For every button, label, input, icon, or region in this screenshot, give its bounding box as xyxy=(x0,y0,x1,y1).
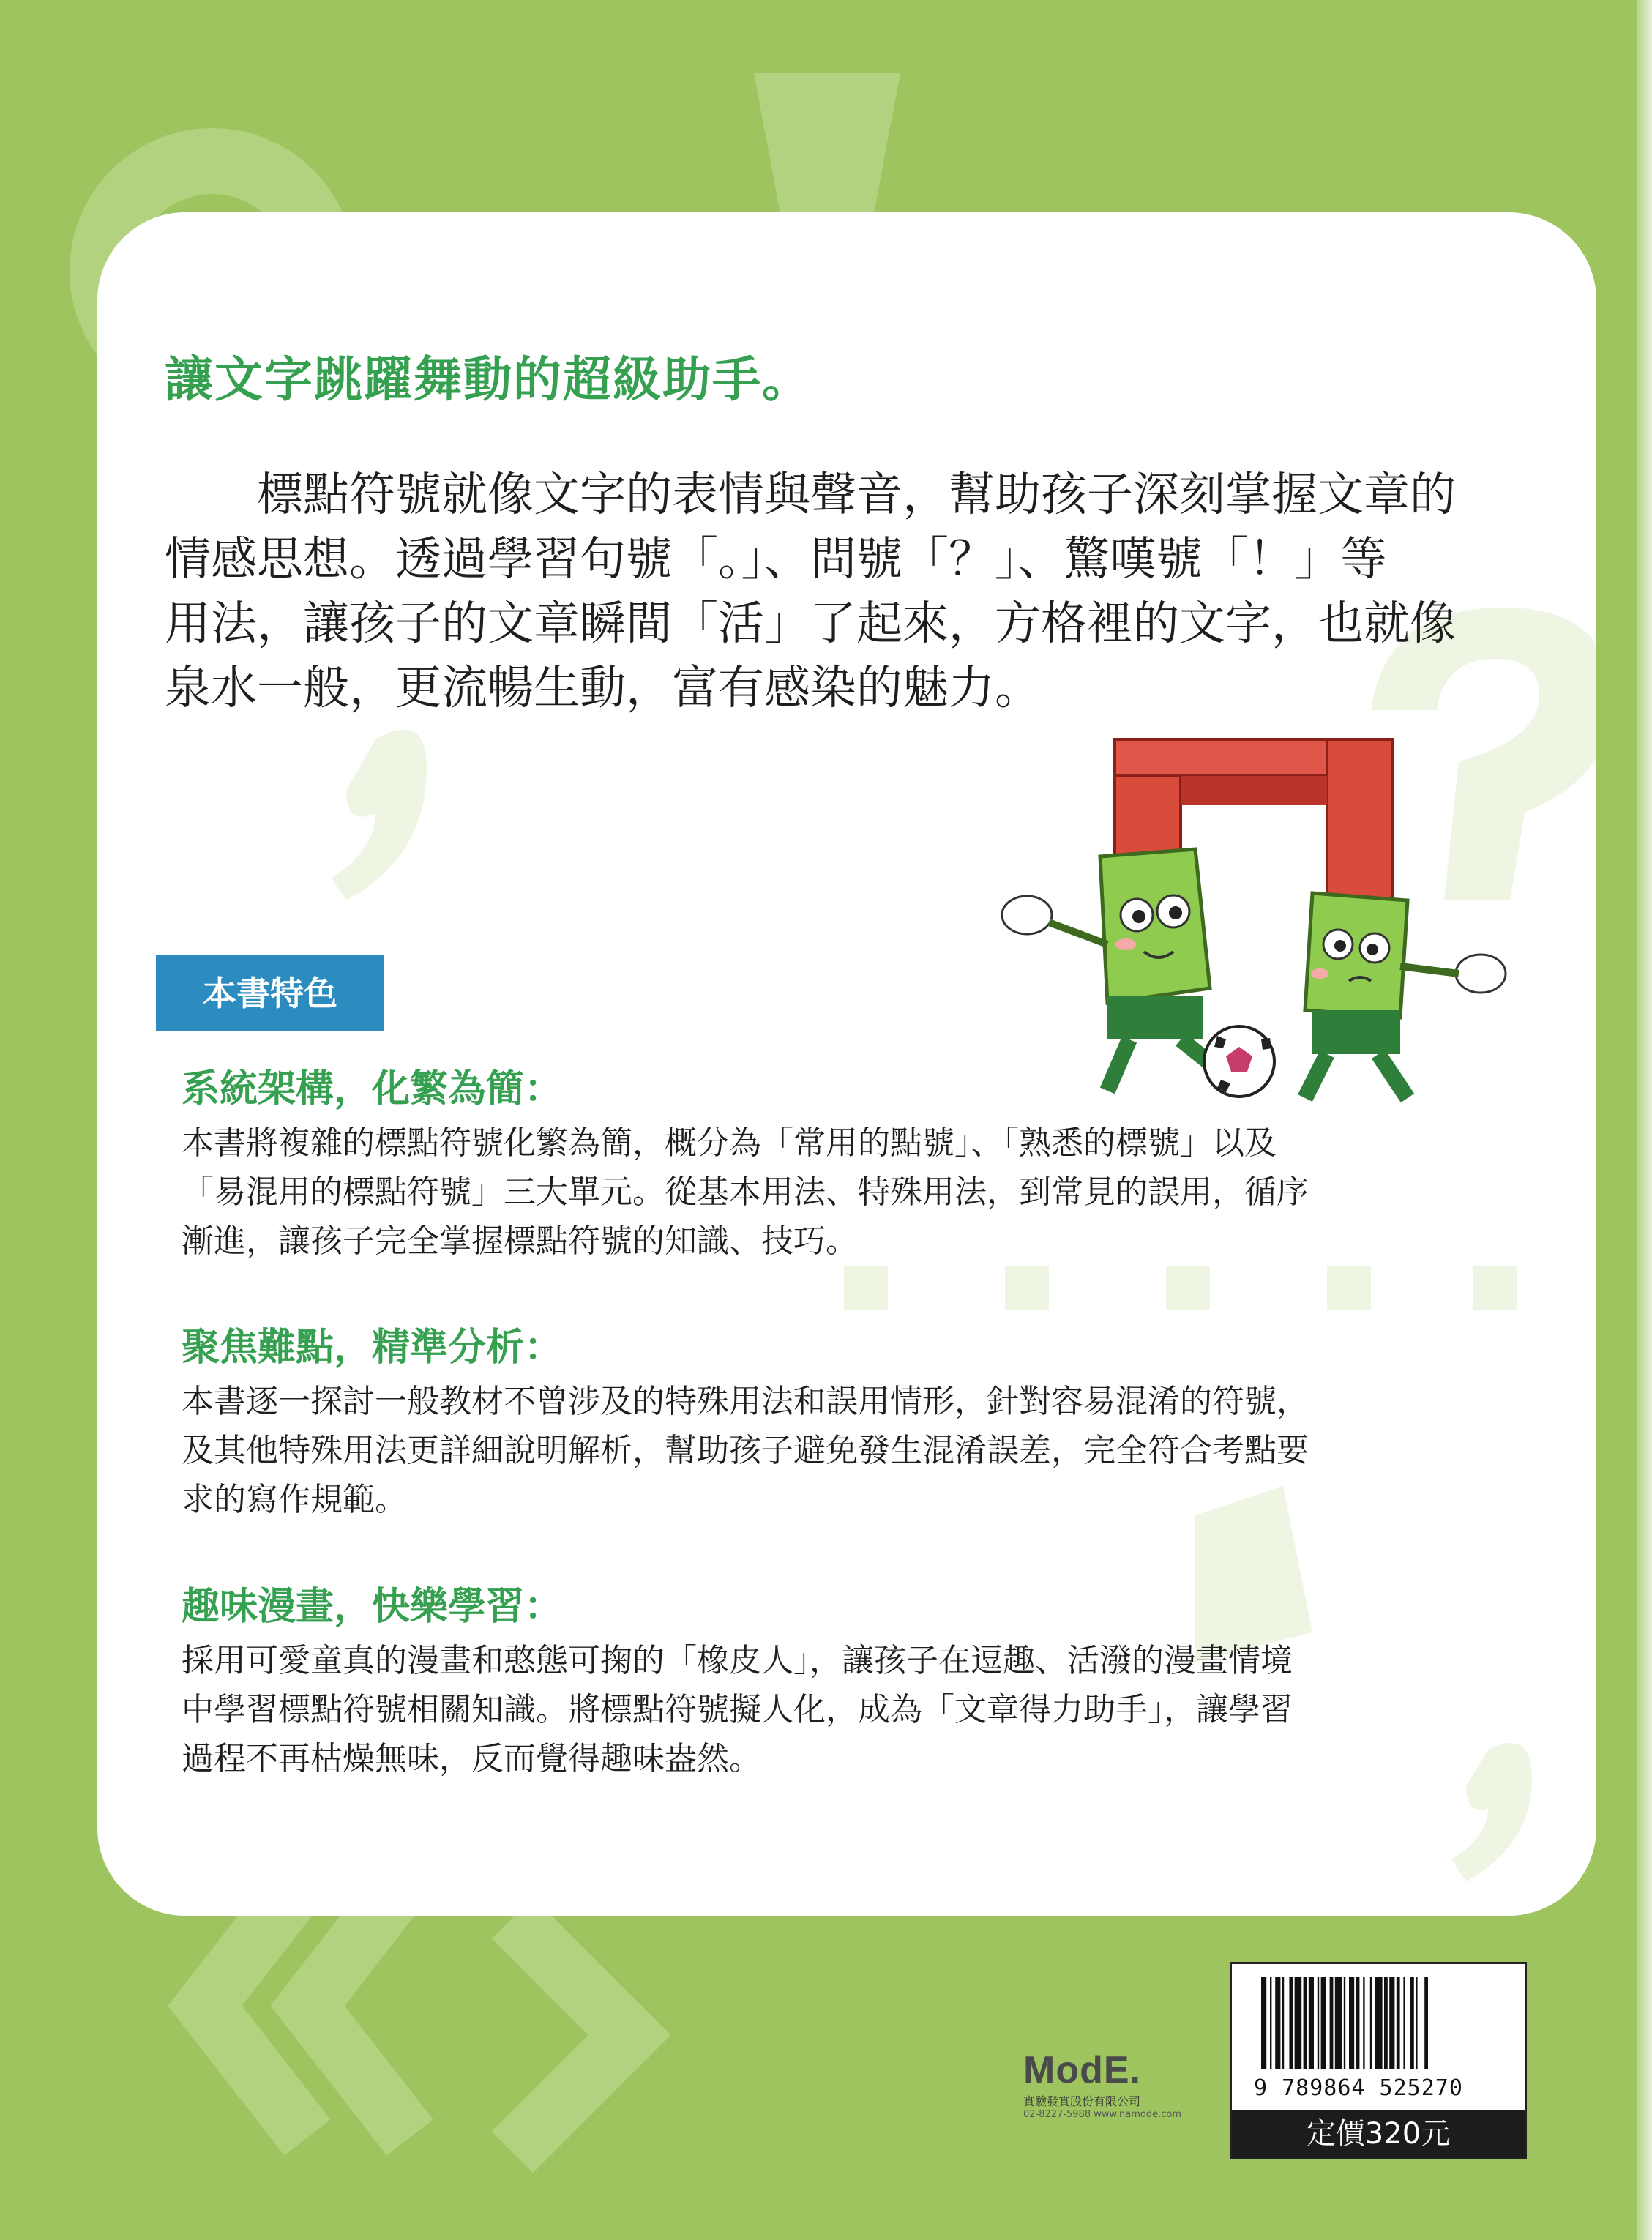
barcode-bar xyxy=(1344,1977,1345,2069)
feature-line: 漸進，讓孩子完全掌握標點符號的知識、技巧。 xyxy=(182,1222,858,1260)
isbn-number: 9 789864 525270 xyxy=(1254,2075,1463,2101)
barcode-bar xyxy=(1363,1977,1364,2069)
feature-line: 「易混用的標點符號」三大單元。從基本用法、特殊用法，到常見的誤用，循序 xyxy=(182,1173,1309,1211)
feature-line: 過程不再枯燥無味，反而覺得趣味盎然。 xyxy=(182,1740,761,1777)
barcode-bar xyxy=(1321,1977,1326,2069)
feature-body xyxy=(182,1636,1572,1783)
barcode-bar xyxy=(1349,1977,1354,2069)
panel-dot-5 xyxy=(1473,1266,1517,1310)
feature-title: 趣味漫畫，快樂學習： xyxy=(182,1585,563,1629)
barcode-bar xyxy=(1275,1977,1280,2069)
barcode-icon xyxy=(1232,1964,1525,2081)
barcode-bar xyxy=(1335,1977,1342,2069)
panel-dot-2 xyxy=(1005,1266,1049,1310)
barcode-bar xyxy=(1375,1977,1383,2069)
barcode-bar xyxy=(1424,1977,1428,2069)
feature-block-focus xyxy=(182,1316,1572,1524)
eraser-mascots-illustration xyxy=(998,725,1525,1105)
feature-title: 系統架構，化繁為簡： xyxy=(182,1067,563,1111)
feature-block-systematic xyxy=(182,1058,1572,1266)
barcode-bar xyxy=(1282,1977,1284,2069)
barcode-bar xyxy=(1318,1977,1319,2069)
feature-body xyxy=(182,1377,1572,1524)
scan-edge xyxy=(1637,0,1652,2240)
intro-line: 泉水一般，更流暢生動，富有感染的魅力。 xyxy=(165,661,1041,714)
publisher-contact: 02-8227-5988 www.namode.com xyxy=(1023,2109,1182,2120)
feature-line: 本書逐一探討一般教材不曾涉及的特殊用法和誤用情形，針對容易混淆的符號， xyxy=(182,1383,1309,1420)
feature-block-comics xyxy=(182,1575,1572,1783)
publisher-logo: ModE. xyxy=(1023,2049,1141,2091)
panel-dot-4 xyxy=(1327,1266,1371,1310)
barcode-bar xyxy=(1304,1977,1307,2069)
decor-guillemet-right xyxy=(512,1918,629,2152)
panel-comma-decor xyxy=(332,730,427,900)
barcode-bar xyxy=(1295,1977,1302,2069)
feature-title: 聚焦難點，精準分析： xyxy=(182,1326,563,1370)
barcode-bar xyxy=(1270,1977,1271,2069)
feature-line: 採用可愛童真的漫畫和憨態可掬的「橡皮人」，讓孩子在逗趣、活潑的漫畫情境 xyxy=(182,1642,1293,1679)
content-panel xyxy=(97,212,1596,1916)
barcode-bar xyxy=(1410,1977,1414,2069)
publisher-block xyxy=(1023,2050,1214,2120)
isbn-barcode-box xyxy=(1230,1962,1527,2159)
intro-line: 標點符號就像文字的表情與聲音，幫助孩子深刻掌握文章的 xyxy=(165,468,1456,521)
barcode-bar xyxy=(1416,1977,1417,2069)
feature-line: 中學習標點符號相關知識。將標點符號擬人化，成為「文章得力助手」，讓學習 xyxy=(182,1691,1293,1728)
feature-line: 求的寫作規範。 xyxy=(182,1481,407,1518)
feature-line: 本書將複雜的標點符號化繁為簡，概分為「常用的點號」、「熟悉的標號」以及 xyxy=(182,1124,1277,1162)
barcode-bar xyxy=(1261,1977,1266,2069)
barcode-bar xyxy=(1370,1977,1372,2069)
barcode-bar xyxy=(1403,1977,1405,2069)
barcode-bar xyxy=(1384,1977,1388,2069)
intro-paragraph xyxy=(165,463,1541,720)
left-eraser-character xyxy=(1002,849,1217,1091)
barcode-bar xyxy=(1330,1977,1334,2069)
barcode-bar xyxy=(1309,1977,1314,2069)
intro-line: 用法，讓孩子的文章瞬間「活」了起來，方格裡的文字，也就像 xyxy=(165,597,1456,650)
feature-section-tab: 本書特色 xyxy=(156,955,384,1031)
intro-line: 情感思想。透過學習句號「。」、問號「？」、驚嘆號「！」等 xyxy=(165,532,1387,586)
barcode-bar xyxy=(1289,1977,1293,2069)
feature-line: 及其他特殊用法更詳細說明解析，幫助孩子避免發生混淆誤差，完全符合考點要 xyxy=(182,1432,1309,1469)
barcode-bar xyxy=(1389,1977,1394,2069)
barcode-bar xyxy=(1397,1977,1400,2069)
barcode-bar xyxy=(1356,1977,1360,2069)
price-label: 定價320元 xyxy=(1232,2110,1525,2157)
headline: 讓文字跳躍舞動的超級助手。 xyxy=(165,351,812,408)
panel-dot-3 xyxy=(1166,1266,1210,1310)
feature-body xyxy=(182,1119,1572,1266)
panel-dot-1 xyxy=(844,1266,888,1310)
publisher-name: 實驗發實股份有限公司 xyxy=(1023,2094,1141,2108)
